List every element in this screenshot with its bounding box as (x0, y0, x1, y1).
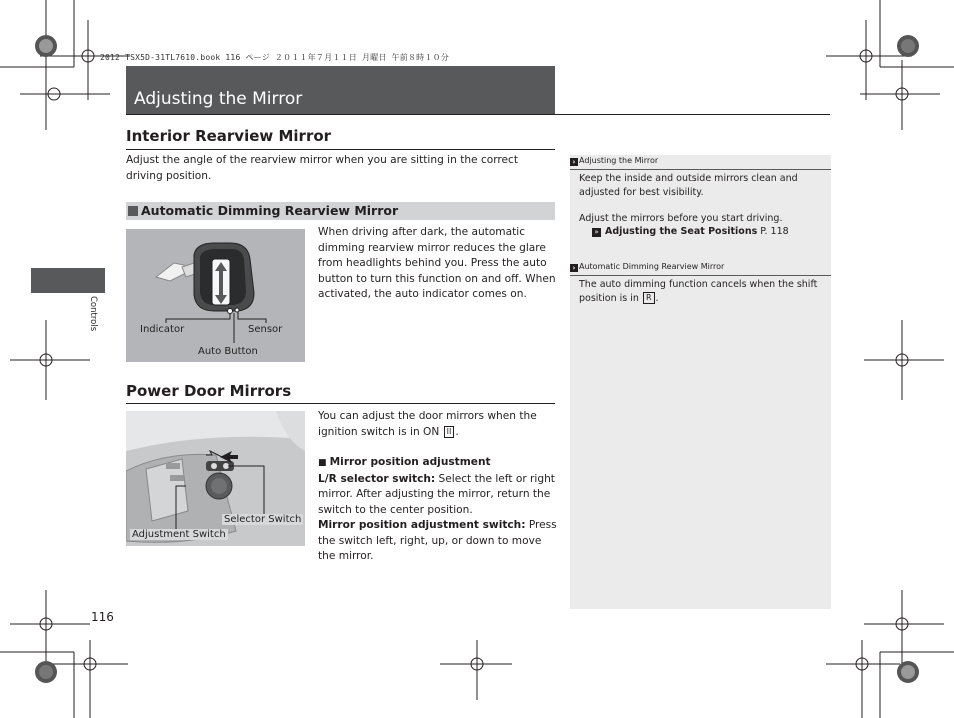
square-bullet-icon (128, 206, 138, 216)
sensor-callout: Sensor (248, 324, 283, 335)
mirror-position-section (318, 455, 558, 565)
side-tab (31, 268, 105, 293)
power-rule (126, 403, 555, 404)
mirror-position-label: Mirror position adjustment switch: (318, 519, 526, 531)
power-heading: Power Door Mirrors (126, 382, 292, 400)
rearview-mirror-illustration (126, 229, 305, 362)
note1-p1: Keep the inside and outside mirrors clean and adjusted for best visibility. (579, 173, 798, 198)
side-tab-label: Controls (88, 296, 98, 332)
note-arrow-icon: › (570, 158, 578, 166)
door-mirror-switch-figure (126, 411, 305, 546)
mirror-position-text: Press the switch left, right, up, or down to move the mirror. (318, 519, 557, 562)
seat-positions-link-label[interactable]: Adjusting the Seat Positions (605, 226, 758, 237)
lr-selector-text: Select the left or right mirror. After adjusting the mirror, return the switch to the center position. (318, 472, 555, 516)
adjustment-switch-callout: Adjustment Switch (132, 529, 226, 540)
selector-switch-callout: Selector Switch (224, 514, 302, 525)
interior-rule (126, 149, 555, 150)
file-info: 2012 TSX5D-31TL7610.book 116 ページ ２０１１年７月１１日 月曜日 午前８時１０分 (100, 53, 449, 62)
note-arrow-icon: › (570, 264, 578, 272)
note2-rule (570, 275, 831, 276)
note2-text-end: . (655, 292, 659, 304)
page-number: 116 (91, 610, 114, 624)
shift-r-key: R (643, 292, 655, 304)
note1-heading-text: Adjusting the Mirror (579, 156, 659, 165)
interior-heading: Interior Rearview Mirror (126, 127, 332, 145)
title-rule (126, 114, 830, 115)
square-bullet-icon: ■ (318, 458, 330, 468)
mirror-position-heading (318, 455, 558, 472)
auto-dim-subheading-bar (126, 202, 555, 220)
power-intro (318, 409, 558, 440)
note1-p2: Adjust the mirrors before you start driving. (579, 213, 783, 224)
page-title: Adjusting the Mirror (134, 89, 303, 109)
lr-selector-paragraph (318, 472, 558, 519)
notes-sidebar (570, 155, 831, 609)
note2-text-body: The auto dimming function cancels when the shift position is in (579, 279, 818, 304)
note2-heading (570, 262, 724, 272)
auto-button-callout: Auto Button (198, 346, 258, 357)
note2-text (579, 278, 819, 305)
mirror-position-paragraph (318, 518, 558, 565)
auto-dim-text: When driving after dark, the automatic dimming rearview mirror reduces the glare from headlights behind you. Press the auto button to turn this function on and off. When activated, the auto indicator comes on. (318, 226, 556, 300)
power-intro-text: You can adjust the door mirrors when the ignition switch is in ON (318, 410, 537, 438)
cross-ref-arrow-icon: » (592, 228, 601, 237)
door-mirror-switch-illustration (126, 411, 305, 546)
seat-positions-link[interactable] (592, 225, 822, 239)
seat-positions-page: P. 118 (757, 226, 789, 237)
note1-rule (570, 169, 831, 170)
note1-heading (570, 156, 658, 166)
power-intro-end: . (455, 425, 459, 438)
rearview-mirror-figure (126, 229, 305, 362)
lr-selector-label: L/R selector switch: (318, 472, 436, 485)
auto-dim-heading: Automatic Dimming Rearview Mirror (141, 203, 399, 218)
interior-intro: Adjust the angle of the rearview mirror when you are sitting in the correct driving position. (126, 154, 519, 182)
ignition-on-key: II (444, 426, 455, 438)
indicator-callout: Indicator (140, 324, 185, 335)
mirror-position-heading-text: Mirror position adjustment (329, 456, 491, 468)
note2-heading-text: Automatic Dimming Rearview Mirror (579, 262, 725, 271)
